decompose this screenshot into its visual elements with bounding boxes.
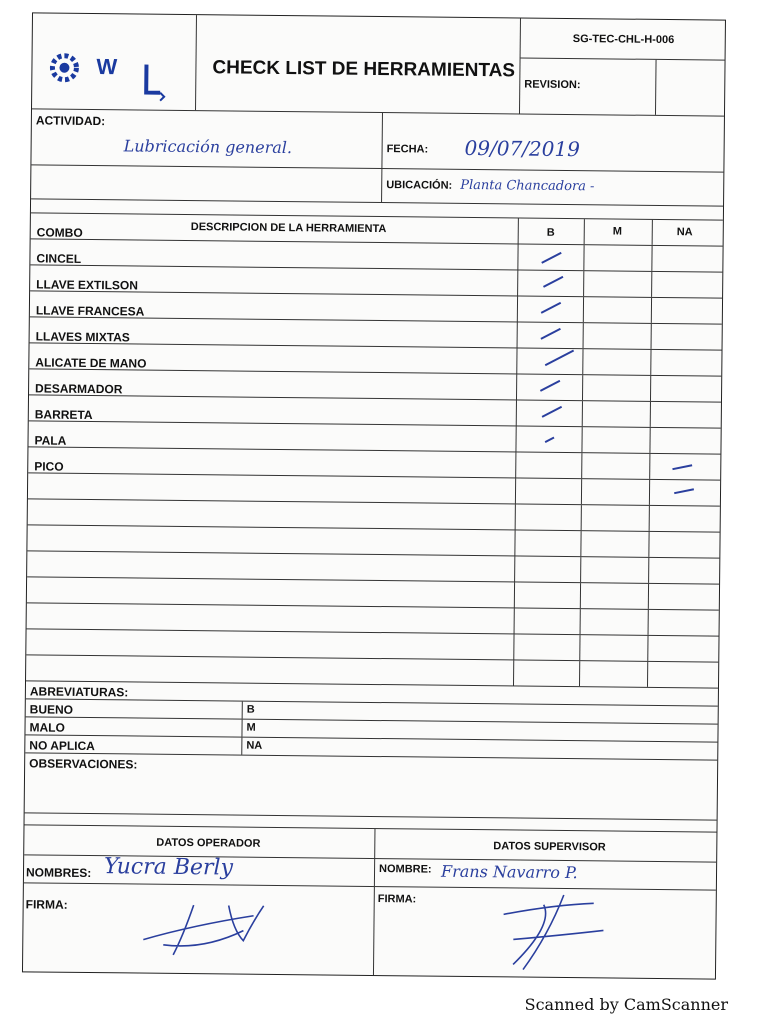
abbr-row: MALO M	[25, 717, 717, 742]
operator-sign-label: FIRMA:	[25, 897, 68, 912]
supervisor-name-label: NOMBRE:	[379, 863, 432, 876]
tool-name: CINCEL	[36, 251, 82, 266]
abbr-row: NO APLICA NA	[25, 735, 717, 760]
observations-label: OBSERVACIONES:	[29, 756, 138, 772]
revision-label: REVISION:	[524, 78, 581, 92]
supervisor-name-value: Frans Navarro P.	[440, 861, 578, 883]
checklist-sheet	[22, 12, 726, 979]
supervisor-title: DATOS SUPERVISOR	[493, 840, 606, 854]
tool-name: BARRETA	[34, 407, 93, 423]
check-mark	[540, 328, 560, 340]
actividad-label: ACTIVIDAD:	[35, 113, 106, 129]
operator-name-value: Yucra Berly	[103, 854, 234, 881]
fecha-value: 09/07/2019	[464, 135, 581, 162]
operator-signature	[133, 884, 294, 966]
check-mark	[545, 350, 574, 367]
check-mark	[542, 406, 562, 418]
supervisor-signature	[493, 884, 634, 975]
tool-name: PICO	[34, 459, 64, 474]
col-b: B	[546, 226, 555, 239]
check-mark	[541, 252, 561, 264]
check-mark	[540, 380, 560, 392]
logo	[46, 44, 177, 105]
col-na: NA	[676, 226, 693, 239]
abbreviations-title: ABREVIATURAS:	[29, 684, 129, 700]
fecha-label: FECHA:	[386, 143, 429, 156]
tool-name: COMBO	[36, 225, 83, 240]
tool-name: LLAVE FRANCESA	[35, 303, 145, 319]
actividad-value: Lubricación general.	[123, 136, 293, 158]
na-mark	[672, 464, 692, 470]
tool-name: ALICATE DE MANO	[35, 355, 147, 371]
supervisor-sign-label: FIRMA:	[377, 893, 417, 906]
form-code: SG-TEC-CHL-H-006	[572, 33, 675, 47]
ubicacion-label: UBICACIÓN:	[386, 179, 453, 192]
check-mark	[545, 437, 555, 443]
col-desc: DESCRIPCION DE LA HERRAMIENTA	[190, 221, 387, 236]
check-mark	[543, 276, 563, 288]
col-m: M	[612, 225, 622, 238]
operator-name-label: NOMBRES:	[25, 865, 92, 881]
form-title: CHECK LIST DE HERRAMIENTAS	[212, 57, 516, 82]
logo-text: W	[96, 54, 118, 80]
tool-name: LLAVES MIXTAS	[35, 329, 130, 345]
signature-area	[23, 883, 716, 978]
tool-name: LLAVE EXTILSON	[36, 277, 139, 293]
tool-name: PALA	[34, 433, 67, 448]
header-row	[32, 13, 725, 116]
tool-name: DESARMADOR	[35, 381, 123, 397]
operator-title: DATOS OPERADOR	[156, 836, 261, 850]
na-mark	[674, 488, 694, 494]
scanner-watermark: Scanned by CamScanner	[524, 995, 728, 1014]
abbr-row: BUENO B	[26, 699, 718, 724]
ubicacion-value: Planta Chancadora -	[460, 177, 595, 195]
check-mark	[541, 302, 561, 314]
